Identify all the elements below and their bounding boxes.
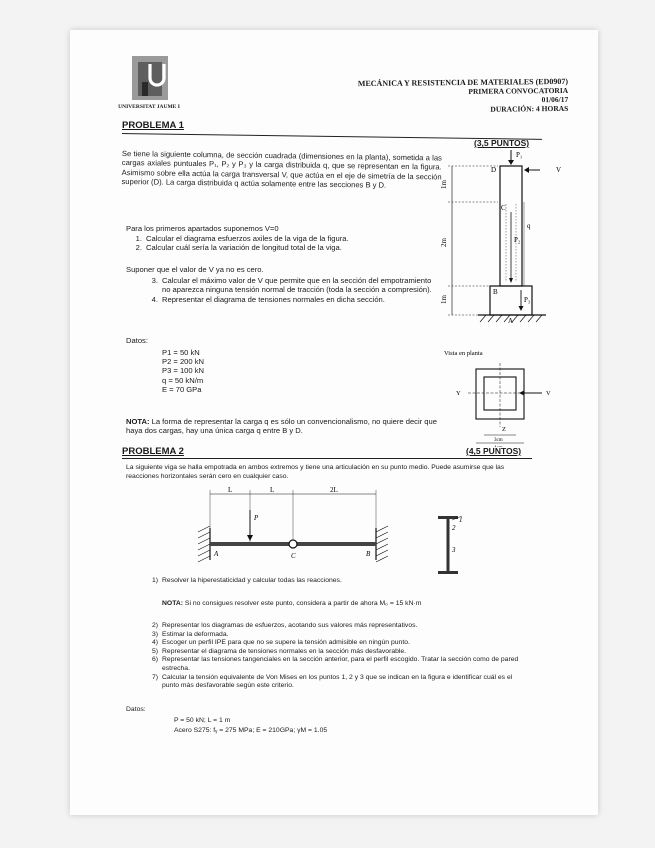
problem2-question: 3) Estimar la deformada. bbox=[151, 630, 229, 638]
problem1-question: 2. Calcular cuál sería la variación de longitud total de la viga. bbox=[135, 243, 342, 253]
problem2-question: 1) Resolver la hiperestaticidad y calcular todas las reacciones. bbox=[151, 577, 342, 584]
data-item: P1 = 50 kN bbox=[162, 348, 200, 357]
problem1-note bbox=[126, 417, 438, 436]
point-2-label: 2 bbox=[452, 524, 456, 532]
problem2-question: 5) Representar el diagrama de tensiones normales en la sección más desfavorable. bbox=[151, 647, 407, 655]
column-figure bbox=[438, 150, 588, 346]
label-q: q bbox=[527, 222, 531, 230]
problem1-questions-a bbox=[126, 234, 426, 253]
label-c: C bbox=[501, 204, 506, 212]
dim-1m-top: 1m bbox=[440, 180, 448, 189]
exam-call: PRIMERA CONVOCATORIA bbox=[468, 85, 568, 96]
plan-view-figure bbox=[438, 347, 588, 447]
problem1-points: (3,5 PUNTOS) bbox=[474, 138, 530, 148]
data-item: E = 70 GPa bbox=[162, 384, 202, 394]
course-title: MECÁNICA Y RESISTENCIA DE MATERIALES (ED0907) bbox=[357, 76, 568, 89]
dim-2m: 2m bbox=[440, 238, 448, 247]
problem2-question: 7) Calcular la tensión equivalente de Von Mises en los puntos 1, 2 y 3 que se indican en la figura e identificar cuál es el punto más desfavorable según este criterio. bbox=[151, 673, 513, 690]
label-v: V bbox=[556, 166, 562, 174]
problem1-questions-b bbox=[142, 276, 438, 304]
data-item: P2 = 200 kN bbox=[162, 357, 205, 367]
university-name: UNIVERSITAT JAUME I bbox=[118, 104, 180, 110]
note-label: NOTA: bbox=[126, 417, 150, 426]
support-b-label: B bbox=[366, 550, 371, 558]
problem1-question: 1. Calcular el diagrama esfuerzos axiles de la viga de la figura. bbox=[135, 234, 349, 243]
data-item: q = 50 kN/m bbox=[162, 375, 204, 385]
note-text: Si no consigues resolver este punto, considera a partir de ahora M₀ = 15 kN·m bbox=[184, 600, 422, 607]
ipe-section-figure bbox=[432, 514, 472, 576]
problem2-points: (4,5 PUNTOS) bbox=[466, 446, 522, 456]
width-3cm: 3cm bbox=[494, 438, 503, 443]
point-3-label: 3 bbox=[452, 546, 456, 554]
data-item: P3 = 100 kN bbox=[162, 366, 205, 376]
span-l2: L bbox=[270, 486, 275, 494]
problem2-questions bbox=[142, 622, 522, 691]
label-p1: P₁ bbox=[516, 151, 523, 159]
problem2-question: 6) Representar las tensiones tangenciales en la sección anterior, para el perfil escogido. Tratar la sección como de pared estrecha. bbox=[151, 656, 519, 672]
label-p3: P₃ bbox=[524, 296, 531, 304]
problem1-data-list bbox=[162, 348, 204, 394]
span-2l: 2L bbox=[330, 486, 338, 494]
label-p2: P₂ bbox=[514, 236, 521, 244]
label-d: D bbox=[491, 166, 497, 174]
problem2-data-2: Acero S275: fᵧ = 275 MPa; E = 210GPa; γM = 1.05 bbox=[174, 727, 328, 734]
note-label: NOTA: bbox=[162, 600, 184, 607]
problem2-question: 2) Representar los diagramas de esfuerzos, acotando sus valores más representativos. bbox=[151, 622, 418, 629]
problem1-question: 3. Calcular el máximo valor de V que permite que en la sección del empotramiento no aparezca ninguna tensión normal de tracción (toda la sección a compresión). bbox=[151, 276, 432, 295]
problem2-data-label: Datos: bbox=[126, 706, 146, 713]
plan-view-label: Vista en planta bbox=[444, 350, 483, 357]
problem2-rule bbox=[122, 458, 532, 459]
span-l1: L bbox=[228, 486, 233, 494]
problem1-data-label: Datos: bbox=[126, 336, 148, 345]
exam-date: 01/06/17 bbox=[541, 94, 569, 105]
problem1-assumption-2: Suponer que el valor de V ya no es cero. bbox=[126, 265, 264, 274]
exam-header bbox=[358, 77, 569, 115]
label-a: A bbox=[508, 317, 514, 325]
axis-z-label: Z bbox=[502, 426, 506, 433]
problem2-question: 4) Escoger un perfil IPE para que no se supere la tensión admisible en ningún punto. bbox=[151, 639, 410, 647]
plan-v-label: V bbox=[546, 390, 551, 397]
university-logo bbox=[126, 52, 174, 104]
problem1-assumption: Para los primeros apartados suponemos V=0 bbox=[126, 224, 279, 233]
load-p-label: P bbox=[254, 514, 259, 522]
point-1-label: 1 bbox=[459, 516, 463, 524]
support-a-label: A bbox=[214, 550, 219, 558]
problem2-question-1 bbox=[142, 577, 522, 586]
axis-y-label: Y bbox=[456, 390, 461, 397]
exam-duration: DURACIÓN: 4 HORAS bbox=[490, 103, 569, 114]
label-b: B bbox=[493, 288, 498, 296]
hinge-c bbox=[289, 540, 297, 548]
problem1-intro: Se tiene la siguiente columna, de sección cuadrada (dimensiones en la planta), sometida a las cargas axiales puntuales P₁, P₂ y P₃ y la carga distribuida q, que se representan en la figura. Asimismo sobre ella actúa la carga transversal V, que actúa en el eje de simetría de la sección superior (D). La carga distribuida q actúa solamente entre las secciones B y D. bbox=[121, 149, 442, 190]
exam-page bbox=[70, 30, 598, 815]
hinge-c-label: C bbox=[291, 552, 296, 560]
problem2-intro: La siguiente viga se halla empotrada en ambos extremos y tiene una articulación en su punto medio. Puede asumirse que las reacciones horizontales serán cero en cualquier caso. bbox=[126, 464, 505, 480]
problem2-data-1: P = 50 kN; L = 1 m bbox=[174, 717, 231, 724]
beam-figure bbox=[190, 486, 410, 572]
note-text: La forma de representar la carga q es sólo un convencionalismo, no quiere decir que haya dos cargas, hay una única carga q entre B y D. bbox=[126, 417, 437, 436]
problem2-title: PROBLEMA 2 bbox=[122, 446, 184, 457]
problem1-title: PROBLEMA 1 bbox=[122, 120, 184, 131]
dim-1m-bottom: 1m bbox=[440, 295, 448, 304]
problem2-note bbox=[162, 600, 522, 609]
problem1-question: 4. Representar el diagrama de tensiones normales en dicha sección. bbox=[151, 294, 385, 304]
